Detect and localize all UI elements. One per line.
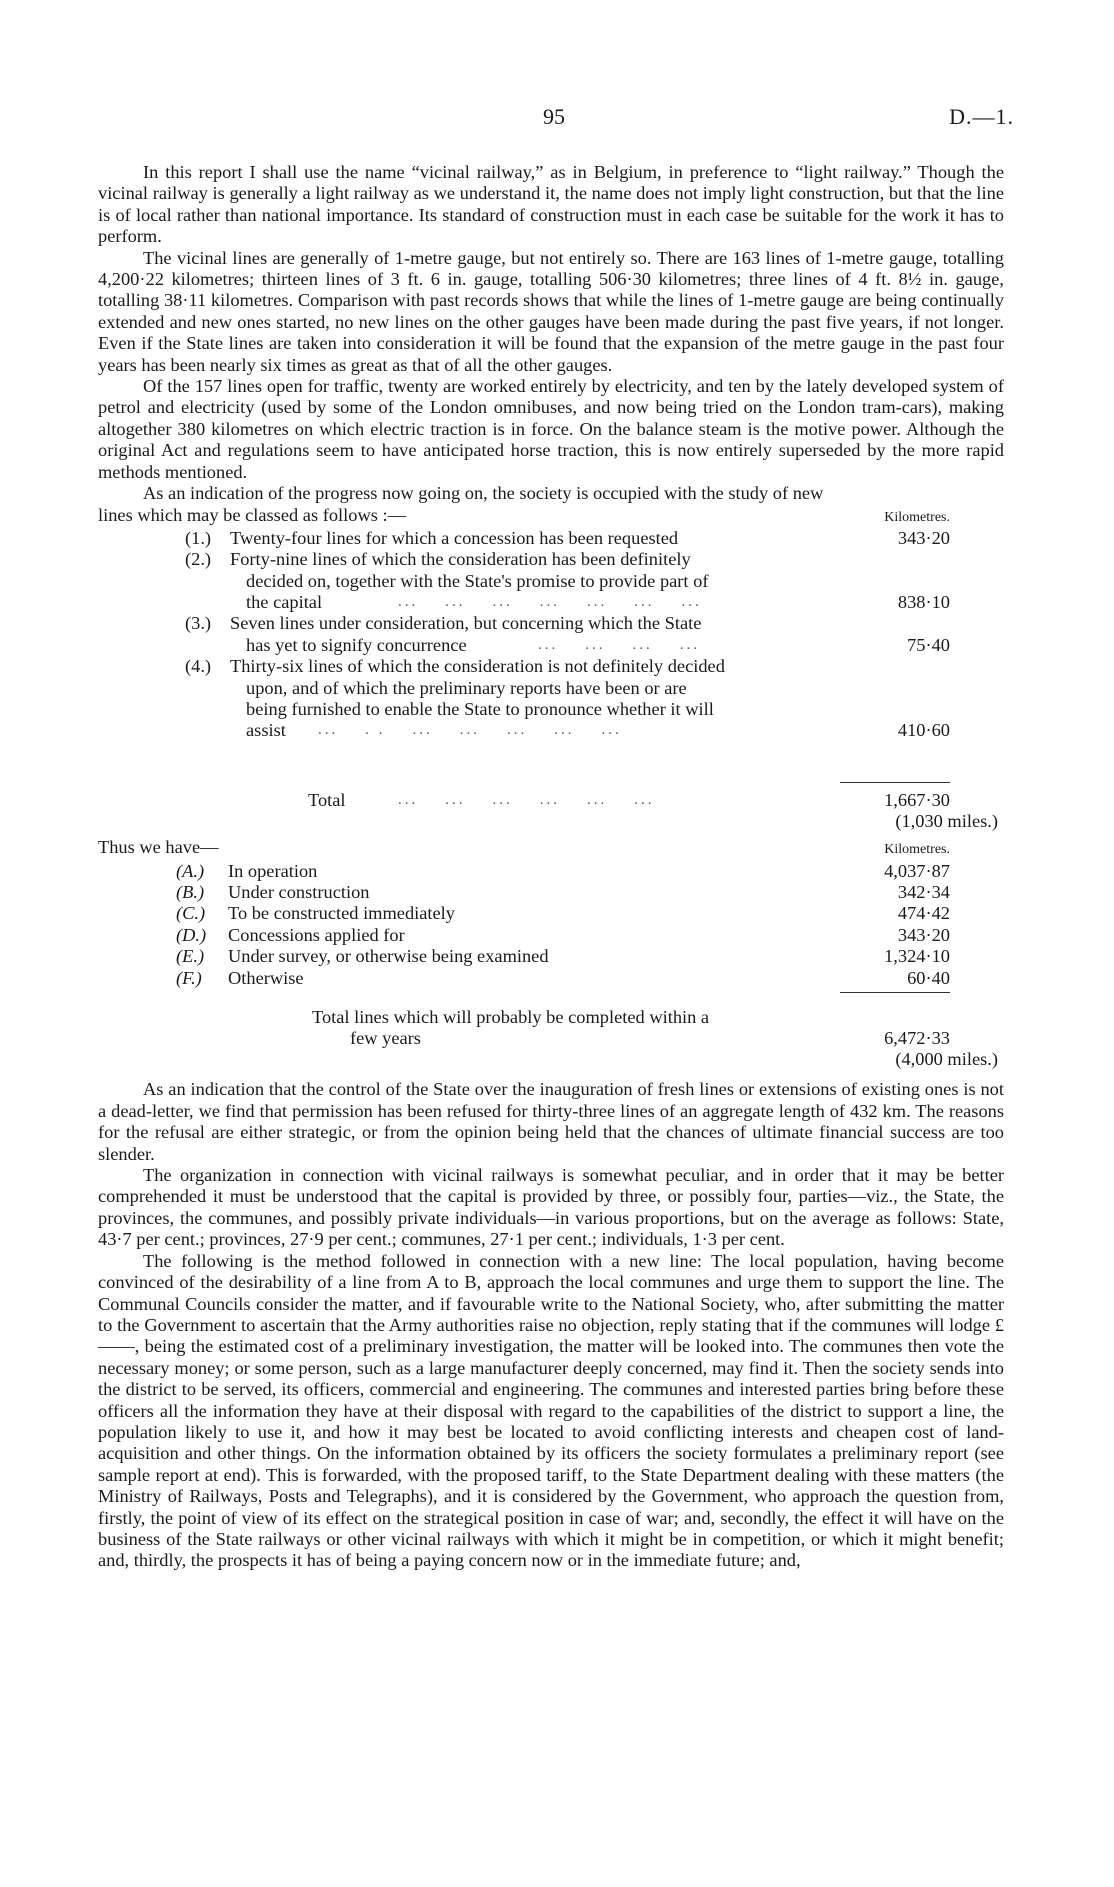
leader-dots: ... ... ... ... [538,636,700,653]
total-label: Total [308,789,346,810]
item-label: Under survey, or otherwise being examined [228,946,549,967]
item-value: 343·20 [897,527,950,548]
sum-rule [840,782,950,783]
kilometres-header: Kilometres. [884,509,950,525]
sum-rule [840,992,950,993]
list-item [98,946,1004,967]
item-letter: (B.) [176,882,205,903]
have-intro: Thus we have— [98,837,219,858]
leader-dots: ... ... ... ... ... ... ... [398,594,702,611]
paragraph-gauges: The vicinal lines are generally of 1-metre gauge, but not entirely so. There are 163 lines of 1-metre gauge, totalling 4,200·22 kilometres; thirteen lines of 3 ft. 6 in. gauge, totalling 506·30 kilometres; three lines of 4 ft. 8½ in. gauge, totalling 38·11 kilometres. Comparison with past records shows that while the lines of 1-metre gauge are being continually extended and new ones started, no new lines on the other gauges have been made during the past five years, if not longer. Even if the State lines are taken into consideration it will be found that the expansion of the metre gauge in the past four years has been nearly six times as great as that of all the other gauges. [98,247,1004,375]
item-label: To be constructed immediately [228,903,455,924]
item-value: 838·10 [897,592,950,613]
list-item [98,549,1004,570]
list-item-continuation [98,635,1004,656]
item-value: 4,037·87 [884,860,950,881]
item-letter: (D.) [176,924,207,945]
item-number: (3.) [185,613,212,634]
list-item-continuation [98,678,1004,699]
item-letter: (C.) [176,903,206,924]
item-text: Twenty-four lines for which a concession has been requested [230,527,679,548]
list-item-continuation [98,699,1004,720]
item-label: In operation [228,860,318,881]
item-letter: (A.) [176,860,205,881]
page-number: 95 [543,104,565,129]
paragraph-vicinal-name: In this report I shall use the name “vicinal railway,” as in Belgium, in preference to “light railway.” Though the vicinal railway is generally a light railway as we understand it, the name does not imply light construction, but that the line is of local rather than national importance. Its standard of construction must in each case be suitable for the work it has to perform. [98,162,1004,247]
list-item [98,925,1004,946]
item-text: being furnished to enable the State to pronounce whether it will [246,699,714,720]
have-total-miles-row [98,1049,1004,1079]
have-total-value: 6,472·33 [884,1028,950,1049]
item-value: 60·40 [907,967,950,988]
item-value: 474·42 [897,903,950,924]
paragraph-refusals: As an indication that the control of the State over the inauguration of fresh lines or extensions of existing ones is not a dead-letter, we find that permission has been refused for thirty-three lines of an aggregate length of 432 km. The reasons for the refusal are either strategic, or from the opinion being held that the chances of ultimate financial success are too slender. [98,1079,1004,1164]
item-value: 1,324·10 [884,946,950,967]
paragraph-progress-intro: As an indication of the progress now going on, the society is occupied with the study of new [143,483,824,504]
paragraph-method: The following is the method followed in connection with a new line: The local population, having become convinced of the desirability of a line from A to B, approach the local communes and urge them to support the line. The Communal Councils consider the matter, and if favourable write to the National Society, who, after submitting the matter to the Government to ascertain that the Army authorities raise no objection, reply stating that if the communes will lodge £——, being the estimated cost of a preliminary investigation, the matter will be looked into. The communes then vote the necessary money; or some person, such as a large manufacturer deeply concerned, may find it. Then the society sends into the district to be served, its officers, commercial and engineering. The communes and interested parties bring before these officers all the information they have at their disposal with regard to the capabilities of the district to support a line, the population likely to use it, and how it may best be located to avoid conflicting interests and cheapen cost of land-acquisition and other things. On the information obtained by its officers the society formulates a preliminary report (see sample report at end). This is forwarded, with the proposed tariff, to the State Department dealing with these matters (the Ministry of Railways, Posts and Telegraphs), and it is considered by the Government, who approach the question from, firstly, the point of view of its effect on the strategical position in case of war; and, secondly, the effect it will have on the business of the State railways or other vicinal railways with which it might be in competition, or which it might benefit; and, thirdly, the prospects it has of being a paying concern now or in the immediate future; and, [98,1250,1004,1571]
item-text: Thirty-six lines of which the consideration is not definitely decided [230,656,725,677]
study-total-row [98,790,1004,811]
body-column [98,162,1004,1572]
have-total-row-1 [98,1007,1004,1028]
list-item [98,528,1004,549]
total-value: 1,667·30 [884,789,950,810]
list-item-continuation [98,720,1004,741]
item-text: decided on, together with the State's promise to provide part of [246,570,709,591]
paragraph-organization: The organization in connection with vicinal railways is somewhat peculiar, and in order that it may be better comprehended it must be understood that the capital is provided by three, or possibly four, parties—viz., the State, the provinces, the communes, and possibly private individuals—in various proportions, but on the average as follows: State, 43·7 per cent.; provinces, 27·9 per cent.; communes, 27·1 per cent.; individuals, 1·3 per cent. [98,1165,1004,1250]
item-number: (4.) [185,656,212,677]
item-number: (2.) [185,549,212,570]
item-value: 75·40 [907,634,950,655]
leader-dots: ... . . ... ... ... ... ... [318,722,622,739]
progress-intro-text: lines which may be classed as follows :— [98,504,406,525]
item-text: the capital [246,592,323,613]
leader-dots: ... ... ... ... ... ... [398,791,655,808]
list-item-continuation [98,592,1004,613]
list-item [98,861,1004,882]
document-reference: D.—1. [949,104,1014,129]
item-letter: (E.) [176,946,205,967]
list-item [98,613,1004,634]
status-list [98,861,1004,993]
progress-intro-line [98,505,1004,526]
item-number: (1.) [185,527,212,548]
item-text: assist [246,720,286,741]
list-item [98,968,1004,989]
list-item [98,882,1004,903]
kilometres-header: Kilometres. [884,842,950,858]
total-miles: (1,030 miles.) [895,811,998,832]
have-total-label-cont: few years [350,1028,421,1049]
paragraph-traction: Of the 157 lines open for traffic, twenty are worked entirely by electricity, and ten by the lately developed system of petrol and electricity (used by some of the London omnibuses, and now being tried on the London tram-cars), making altogether 380 kilometres on which electric traction is in force. On the balance steam is the motive power. Although the original Act and regulations seem to have anticipated horse traction, this is now entirely superseded by the more rapid methods mentioned. [98,376,1004,482]
item-text: has yet to signify concurrence [246,634,467,655]
item-letter: (F.) [176,967,202,988]
have-total-miles: (4,000 miles.) [895,1049,998,1070]
list-item-continuation [98,571,1004,592]
have-total-row-2 [98,1028,1004,1049]
have-total-label: Total lines which will probably be completed within a [312,1006,710,1027]
have-intro-row [98,837,1004,858]
list-item [98,903,1004,924]
study-total-miles-row [98,811,1004,837]
item-value: 342·34 [897,882,950,903]
item-text: Forty-nine lines of which the consideration has been definitely [230,549,691,570]
item-label: Otherwise [228,967,304,988]
list-item [98,656,1004,677]
item-text: Seven lines under consideration, but concerning which the State [230,613,702,634]
item-value: 343·20 [897,924,950,945]
item-value: 410·60 [897,720,950,741]
item-label: Under construction [228,882,370,903]
item-label: Concessions applied for [228,924,405,945]
study-list [98,528,1004,790]
item-text: upon, and of which the preliminary reports have been or are [246,677,687,698]
